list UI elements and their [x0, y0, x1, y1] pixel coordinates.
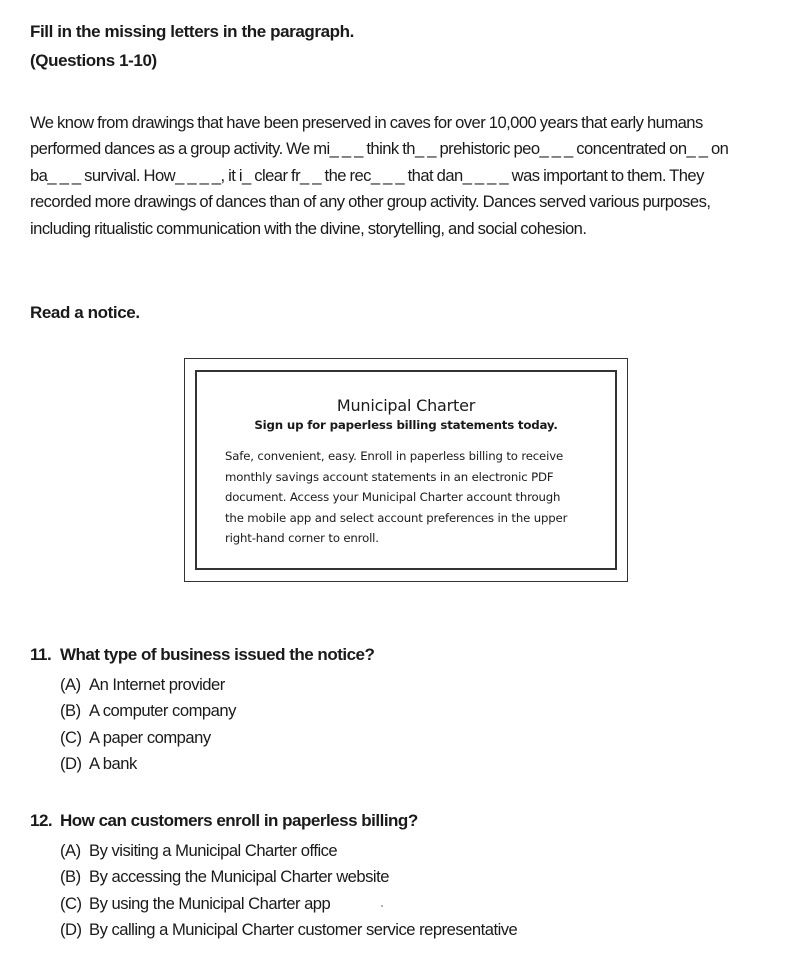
choice-text: By calling a Municipal Charter customer service representative	[89, 920, 518, 940]
paragraph-line-4: recorded more drawings of dances than of any other group activity. Dances served various purposes,	[30, 192, 711, 212]
paragraph-line-3: ba_ _ _ survival. How_ _ _ _, it i_ clear fr_ _ the rec_ _ _ that dan_ _ _ _ was important to them. They	[30, 165, 704, 185]
question-stem	[30, 644, 374, 672]
notice-body-line: the mobile app and select account preferences in the upper	[225, 510, 568, 525]
choice-letter: (B)	[60, 867, 81, 887]
notice-box	[195, 370, 617, 570]
choice-letter: (C)	[60, 893, 82, 913]
choice-letter: (C)	[60, 727, 82, 747]
answer-choice-d[interactable]	[30, 917, 517, 943]
notice-body-line: document. Access your Municipal Charter account through	[225, 490, 561, 504]
notice-body	[225, 446, 595, 549]
choice-letter: (D)	[60, 754, 82, 774]
paragraph-line-2: performed dances as a group activity. We mi_ _ _ think th_ _ prehistoric peo_ _ _ concentrated on_ _ on	[30, 139, 729, 159]
stray-mark	[381, 905, 383, 907]
notice-body-line: right-hand corner to enroll.	[225, 531, 379, 545]
cloze-paragraph	[30, 110, 790, 242]
notice-subtitle: Sign up for paperless billing statements today.	[254, 418, 558, 432]
answer-choice-a[interactable]	[30, 838, 517, 864]
instructions-title: Fill in the missing letters in the paragraph.	[30, 22, 354, 41]
question-text: How can customers enroll in paperless billing?	[60, 811, 418, 830]
answer-choice-b[interactable]	[30, 698, 374, 724]
choice-letter: (A)	[60, 675, 81, 694]
choice-text: By visiting a Municipal Charter office	[89, 841, 338, 860]
choice-text: By using the Municipal Charter app	[89, 893, 331, 913]
answer-choice-c[interactable]	[30, 725, 374, 751]
notice-body-line: Safe, convenient, easy. Enroll in paperless billing to receive	[225, 449, 563, 463]
choice-letter: (D)	[60, 920, 82, 940]
question-number: 12.	[30, 811, 53, 830]
instructions-question-range: (Questions 1-10)	[30, 51, 157, 70]
notice-title: Municipal Charter	[336, 396, 476, 415]
answer-choice-a[interactable]	[30, 672, 374, 698]
paragraph-line-5: including ritualistic communication with the divine, storytelling, and social cohesion.	[30, 218, 587, 238]
answer-choice-b[interactable]	[30, 864, 517, 890]
choice-letter: (B)	[60, 701, 81, 721]
answer-choice-d[interactable]	[30, 751, 374, 777]
question-stem	[30, 810, 517, 838]
choice-text: By accessing the Municipal Charter website	[89, 867, 389, 887]
choice-text: A paper company	[89, 727, 211, 747]
choice-text: An Internet provider	[89, 675, 225, 694]
question-number: 11.	[30, 645, 52, 664]
answer-choice-c[interactable]	[30, 891, 517, 917]
question-11	[30, 644, 374, 778]
notice-body-line: monthly savings account statements in an electronic PDF	[225, 469, 554, 484]
question-12	[30, 810, 517, 944]
paragraph-line-1: We know from drawings that have been preserved in caves for over 10,000 years that early humans	[30, 113, 703, 132]
read-notice-label: Read a notice.	[30, 303, 140, 322]
choice-text: A computer company	[89, 701, 236, 721]
choice-text: A bank	[89, 754, 137, 774]
question-text: What type of business issued the notice?	[60, 645, 375, 664]
choice-letter: (A)	[60, 841, 81, 860]
notice-frame	[184, 358, 628, 582]
